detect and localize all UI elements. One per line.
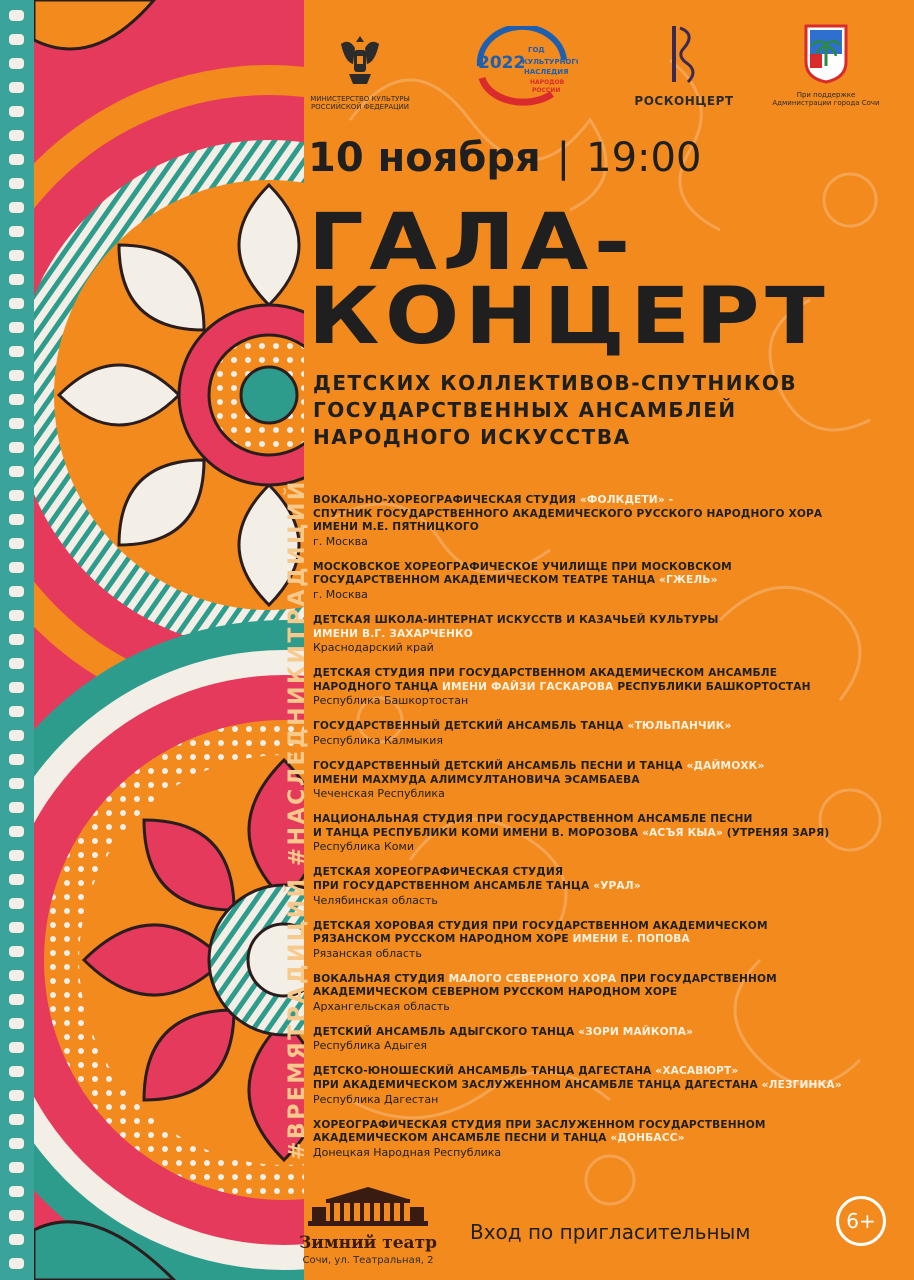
participant-name: ДЕТСКАЯ СТУДИЯ ПРИ ГОСУДАРСТВЕННОМ АКАДЕМИЧЕСКОМ АНСАМБЛЕ НАРОДНОГО ТАНЦА ИМЕНИ ФАЙЗИ ГАСКАРОВА РЕСПУБЛИКИ БАШКОРТОСТАН — [313, 667, 811, 693]
film-hole — [9, 1114, 24, 1125]
participants-list — [313, 494, 893, 1172]
participant-name: ДЕТСКО-ЮНОШЕСКИЙ АНСАМБЛЬ ТАНЦА ДАГЕСТАНА «ХАСАВЮРТ» ПРИ АКАДЕМИЧЕСКОМ ЗАСЛУЖЕННОМ АНСАМБЛЕ ТАНЦА ДАГЕСТАНА «ЛЕЗГИНКА» — [313, 1065, 842, 1092]
participant-region: Республика Башкортостан — [313, 694, 469, 708]
participant-name: МОСКОВСКОЕ ХОРЕОГРАФИЧЕСКОЕ УЧИЛИЩЕ ПРИ МОСКОВСКОМ ГОСУДАРСТВЕННОМ АКАДЕМИЧЕСКОМ ТЕАТРЕ ТАНЦА «ГЖЕЛЬ» — [313, 560, 732, 587]
mandala-ornament — [34, 0, 304, 1280]
year-badge-year: 2022 — [478, 53, 526, 73]
double-headed-eagle-icon — [335, 30, 385, 88]
participant-entry — [313, 1119, 893, 1160]
film-hole — [9, 802, 24, 813]
participant-region: Чеченская Республика — [313, 787, 445, 801]
film-hole — [9, 1090, 24, 1101]
participant-entry — [313, 720, 893, 748]
sochi-coat-of-arms-icon — [804, 24, 848, 84]
film-hole — [9, 706, 24, 717]
year-badge-line1: ГОД — [528, 46, 545, 54]
film-hole — [9, 1258, 24, 1269]
participant-name: ГОСУДАРСТВЕННЫЙ ДЕТСКИЙ АНСАМБЛЬ ПЕСНИ И ТАНЦА «ДАЙМОХК» ИМЕНИ МАХМУДА АЛИМСУЛТАНОВИЧА ЭСАМБАЕВА — [313, 759, 765, 786]
film-hole — [9, 490, 24, 501]
film-hole — [9, 274, 24, 285]
year-badge-line4: НАРОДОВ — [530, 79, 565, 86]
film-hole — [9, 394, 24, 405]
film-hole — [9, 970, 24, 981]
sochi-administration-logo — [768, 24, 884, 107]
sochi-support-text: При поддержке Администрации города Сочи — [772, 91, 880, 107]
film-hole — [9, 322, 24, 333]
year-badge-line5: РОССИИ — [532, 87, 561, 94]
participant-name: ХОРЕОГРАФИЧЕСКАЯ СТУДИЯ ПРИ ЗАСЛУЖЕННОМ ГОСУДАРСТВЕННОМ АКАДЕМИЧЕСКОМ АНСАМБЛЕ ПЕСНИ И ТАНЦА «ДОНБАСС» — [313, 1118, 766, 1145]
film-hole — [9, 898, 24, 909]
film-hole — [9, 1186, 24, 1197]
film-hole — [9, 298, 24, 309]
winter-theatre-building-icon — [308, 1185, 428, 1227]
venue-address: Сочи, ул. Театральная, 2 — [302, 1255, 434, 1266]
film-hole — [9, 10, 24, 21]
venue-name: Зимний театр — [298, 1233, 437, 1253]
participant-region: Рязанская область — [313, 946, 422, 960]
participant-region: Архангельская область — [313, 999, 450, 1013]
participant-name: ДЕТСКАЯ ХОРЕОГРАФИЧЕСКАЯ СТУДИЯ ПРИ ГОСУДАРСТВЕННОМ АНСАМБЛЕ ТАНЦА «УРАЛ» — [313, 866, 641, 892]
participant-region: Республика Коми — [313, 840, 414, 854]
film-hole — [9, 538, 24, 549]
participant-entry — [313, 866, 893, 907]
participant-entry — [313, 561, 893, 602]
participant-entry — [313, 614, 893, 655]
film-hole — [9, 370, 24, 381]
film-strip-border — [0, 0, 34, 1280]
film-hole — [9, 154, 24, 165]
event-time: 19:00 — [586, 135, 702, 181]
film-hole — [9, 826, 24, 837]
film-hole — [9, 34, 24, 45]
film-hole — [9, 778, 24, 789]
film-hole — [9, 178, 24, 189]
film-hole — [9, 1066, 24, 1077]
participant-region: Республика Дагестан — [313, 1092, 439, 1106]
film-hole — [9, 1018, 24, 1029]
participant-region: Республика Калмыкия — [313, 733, 443, 747]
participant-name: НАЦИОНАЛЬНАЯ СТУДИЯ ПРИ ГОСУДАРСТВЕННОМ АНСАМБЛЕ ПЕСНИ И ТАНЦА РЕСПУБЛИКИ КОМИ ИМЕНИ В. МОРОЗОВА «АСЪЯ КЫА» (УТРЕНЯЯ ЗАРЯ) — [313, 813, 830, 839]
film-hole — [9, 82, 24, 93]
film-hole — [9, 634, 24, 645]
rosconcert-icon — [666, 22, 702, 86]
year-badge-line2: КУЛЬТУРНОГО — [522, 58, 578, 66]
rosconcert-logo — [628, 22, 740, 108]
year-of-cultural-heritage-logo — [468, 26, 578, 112]
event-title-line2: КОНЦЕРТ — [308, 272, 831, 362]
event-subtitle — [313, 370, 873, 451]
participant-region: г. Москва — [313, 534, 368, 548]
film-hole — [9, 442, 24, 453]
participant-name: ВОКАЛЬНО-ХОРЕОГРАФИЧЕСКАЯ СТУДИЯ «ФОЛКДЕТИ» - СПУТНИК ГОСУДАРСТВЕННОГО АКАДЕМИЧЕСКОГО РУССКОГО НАРОДНОГО ХОРА ИМЕНИ М.Е. ПЯТНИЦКОГО — [313, 494, 823, 534]
participant-entry — [313, 973, 893, 1014]
participant-name: ГОСУДАРСТВЕННЫЙ ДЕТСКИЙ АНСАМБЛЬ ТАНЦА «ТЮЛЬПАНЧИК» — [313, 720, 732, 733]
participant-entry — [313, 1026, 893, 1054]
ministry-name: МИНИСТЕРСТВО КУЛЬТУРЫ РОССИЙСКОЙ ФЕДЕРАЦИИ — [310, 95, 410, 111]
event-date-time — [308, 135, 868, 181]
date-time-separator: | — [556, 135, 571, 181]
event-title — [308, 198, 914, 362]
film-hole — [9, 106, 24, 117]
participant-entry — [313, 494, 893, 549]
film-hole — [9, 418, 24, 429]
film-hole — [9, 754, 24, 765]
film-hole — [9, 682, 24, 693]
participant-name: ВОКАЛЬНАЯ СТУДИЯ МАЛОГО СЕВЕРНОГО ХОРА ПРИ ГОСУДАРСТВЕННОМ АКАДЕМИЧЕСКОМ СЕВЕРНОМ РУССКОМ НАРОДНОМ ХОРЕ — [313, 972, 777, 999]
film-hole — [9, 1042, 24, 1053]
participant-entry — [313, 667, 893, 708]
film-hole — [9, 514, 24, 525]
film-hole — [9, 562, 24, 573]
ministry-of-culture-logo — [300, 30, 420, 111]
film-hole — [9, 1162, 24, 1173]
film-hole — [9, 994, 24, 1005]
event-subtitle-line2: ГОСУДАРСТВЕННЫХ АНСАМБЛЕЙ — [313, 398, 737, 422]
film-hole — [9, 850, 24, 861]
participant-entry — [313, 920, 893, 961]
film-hole — [9, 946, 24, 957]
film-hole — [9, 58, 24, 69]
film-hole — [9, 466, 24, 477]
participant-name: ДЕТСКАЯ ХОРОВАЯ СТУДИЯ ПРИ ГОСУДАРСТВЕННОМ АКАДЕМИЧЕСКОМ РЯЗАНСКОМ РУССКОМ НАРОДНОМ ХОРЕ ИМЕНИ Е. ПОПОВА — [313, 919, 768, 946]
hashtags-vertical: #ВРЕМЯТРАДИЦИЙ #НАСЛЕДНИКИТРАДИЦИЙ — [285, 479, 310, 1160]
film-hole — [9, 130, 24, 141]
rosconcert-name: РОСКОНЦЕРТ — [634, 94, 734, 108]
film-hole — [9, 250, 24, 261]
event-subtitle-line1: ДЕТСКИХ КОЛЛЕКТИВОВ-СПУТНИКОВ — [313, 371, 798, 395]
film-hole — [9, 1138, 24, 1149]
participant-name: ДЕТСКИЙ АНСАМБЛЬ АДЫГСКОГО ТАНЦА «ЗОРИ МАЙКОПА» — [313, 1025, 694, 1038]
film-hole — [9, 658, 24, 669]
participant-entry — [313, 1065, 893, 1106]
film-hole — [9, 922, 24, 933]
film-hole — [9, 874, 24, 885]
venue-block — [283, 1185, 453, 1266]
age-rating-badge: 6+ — [836, 1196, 886, 1246]
participant-region: Донецкая Народная Республика — [313, 1145, 502, 1159]
film-hole — [9, 226, 24, 237]
year-badge-line3: НАСЛЕДИЯ — [524, 68, 569, 76]
event-title-line1: ГАЛА- — [308, 198, 636, 288]
film-hole — [9, 1234, 24, 1245]
event-subtitle-line3: НАРОДНОГО ИСКУССТВА — [313, 425, 631, 449]
participant-entry — [313, 760, 893, 801]
film-hole — [9, 1210, 24, 1221]
film-hole — [9, 610, 24, 621]
admission-note: Вход по пригласительным — [470, 1220, 751, 1244]
film-hole — [9, 202, 24, 213]
film-hole — [9, 730, 24, 741]
participant-region: Республика Адыгея — [313, 1039, 427, 1053]
participant-entry — [313, 813, 893, 854]
participant-name: ДЕТСКАЯ ШКОЛА-ИНТЕРНАТ ИСКУССТВ И КАЗАЧЬЕЙ КУЛЬТУРЫ ИМЕНИ В.Г. ЗАХАРЧЕНКО — [313, 613, 719, 640]
participant-region: Челябинская область — [313, 893, 438, 907]
year-badge-graphic — [468, 26, 578, 112]
participant-region: Краснодарский край — [313, 641, 434, 655]
event-date: 10 ноября — [308, 135, 541, 181]
film-hole — [9, 346, 24, 357]
film-hole — [9, 586, 24, 597]
participant-region: г. Москва — [313, 587, 368, 601]
